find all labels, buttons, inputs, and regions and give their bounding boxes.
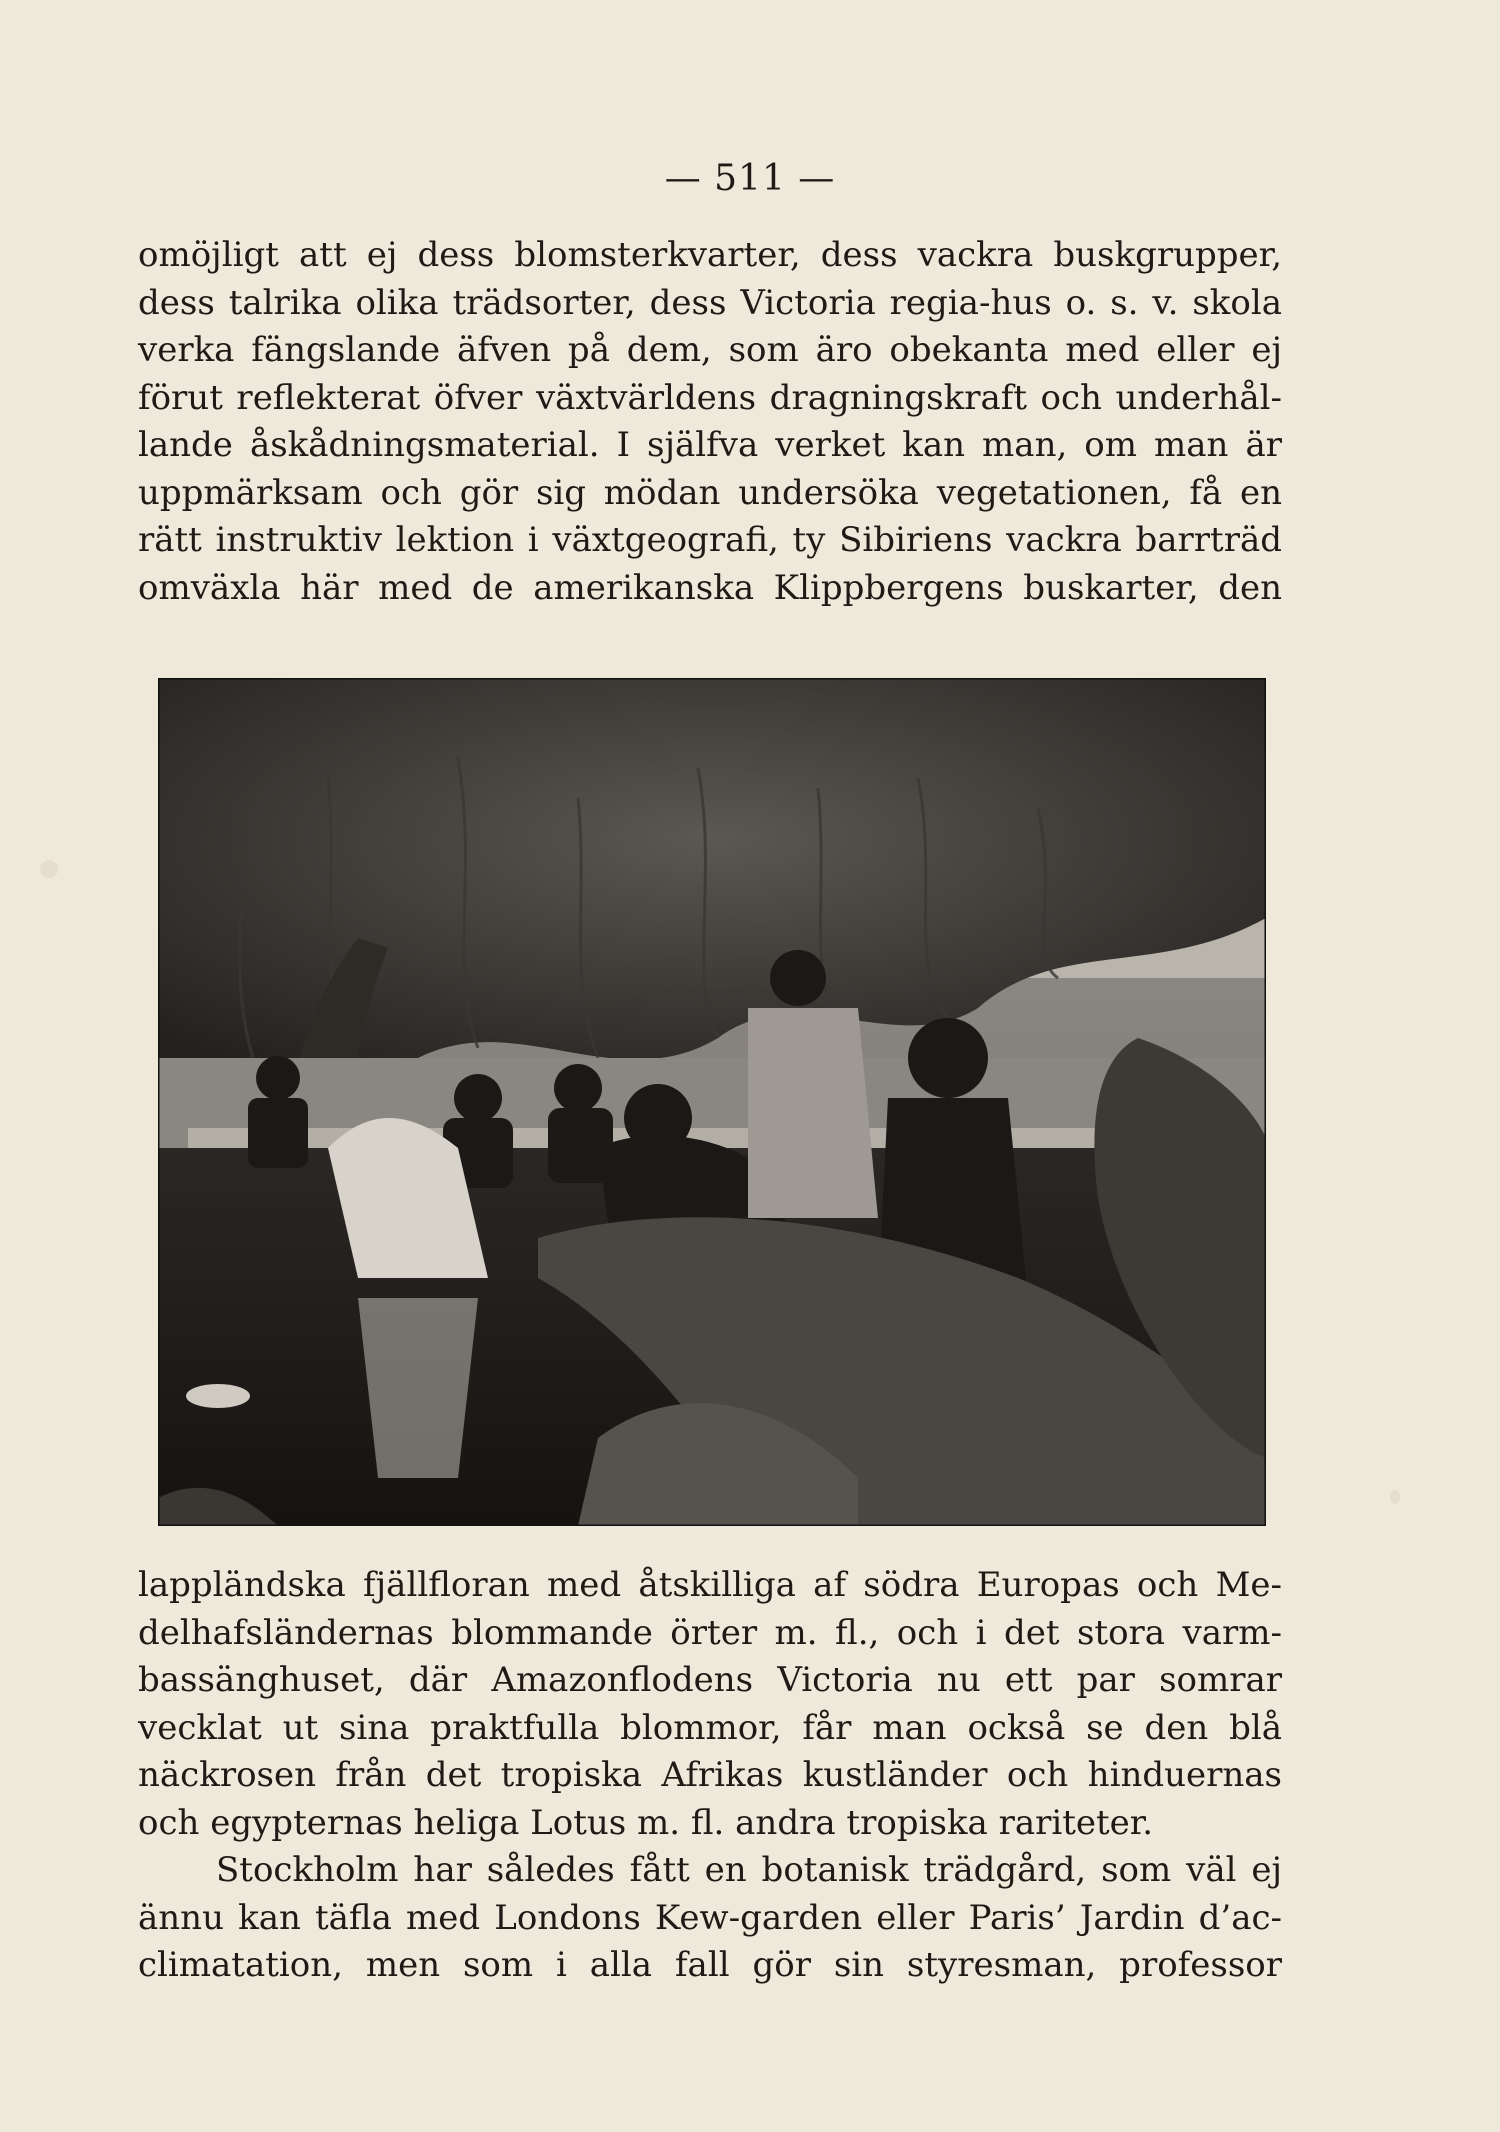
text-line: dess talrika olika trädsorter, dess Victoria regia-hus o. s. v. skola [138,282,1282,323]
text-line: rätt instruktiv lektion i växtgeografi, ty Sibiriens vackra barrträd [138,520,1282,560]
text-line: verka fängslande äfven på dem, som äro obekanta med eller ej [138,330,1282,370]
text-line: förut reflekterat öfver växtvärldens dragningskraft och underhål- [138,377,1282,418]
text-line: ännu kan täfla med Londons Kew-garden eller Paris’ Jardin d’ac- [138,1897,1282,1938]
photo-illustration [158,678,1266,1526]
page-number: — 511 — [664,158,836,199]
paper-spot [40,860,58,878]
text-line: delhafsländernas blommande örter m. fl., och i det stora varm- [138,1612,1282,1653]
text-line: lande åskådningsmaterial. I själfva verket kan man, om man är [138,425,1282,465]
text-line: och egypternas heliga Lotus m. fl. andra tropiska rariteter. [138,1802,1154,1843]
photograph-children-at-fountain [158,678,1266,1526]
text-line: omväxla här med de amerikanska Klippbergens buskarter, den [138,567,1282,608]
text-line: uppmärksam och gör sig mödan undersöka vegetationen, få en [138,472,1282,513]
text-line: climatation, men som i alla fall gör sin styresman, professor [138,1945,1282,1985]
text-line: omöjligt att ej dess blomsterkvarter, dess vackra buskgrupper, [138,235,1282,275]
text-line: lappländska fjällfloran med åtskilliga af södra Europas och Me- [138,1565,1282,1605]
text-line: näckrosen från det tropiska Afrikas kustländer och hinduernas [138,1755,1282,1795]
text-line: Stockholm har således fått en botanisk trädgård, som väl ej [216,1850,1282,1890]
text-line: bassänghuset, där Amazonflodens Victoria nu ett par somrar [138,1660,1282,1700]
paper-spot [1390,1490,1400,1504]
paragraph-top [138,232,1282,612]
text-line: vecklat ut sina praktfulla blommor, får man också se den blå [138,1707,1282,1748]
paragraph-bottom [138,1562,1282,1990]
